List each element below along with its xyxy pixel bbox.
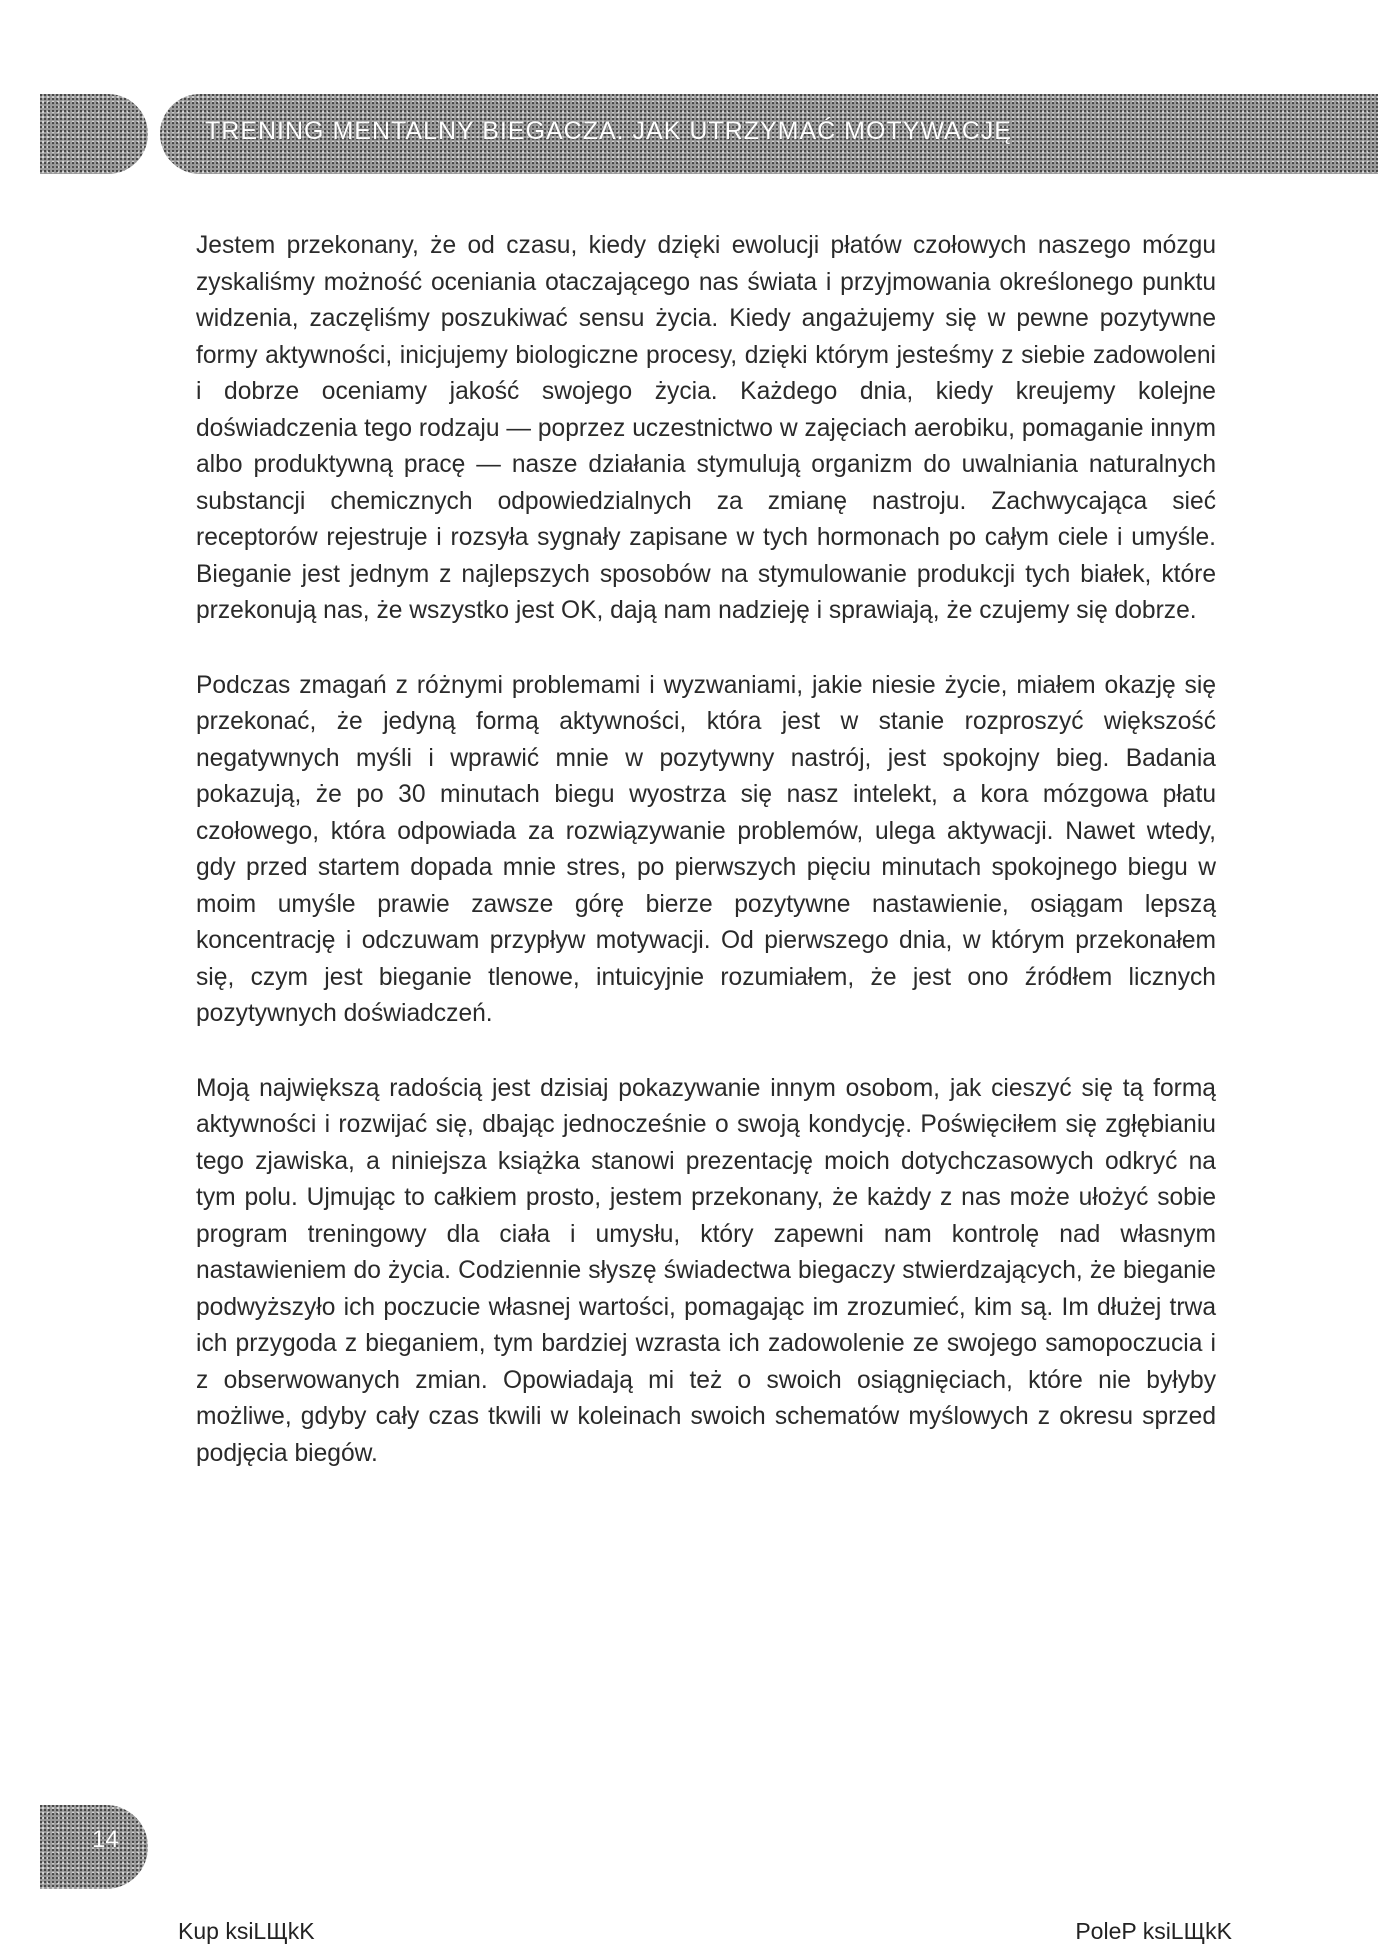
buy-book-link[interactable]: Kup ksiLЩkK [178,1918,315,1944]
page-body [196,228,1216,1510]
page-number: 14 [92,1826,119,1853]
paragraph-2: Podczas zmagań z różnymi problemami i wyzwaniami, jakie niesie życie, miałem okazję się przekonać, że jedyną formą aktywności, która jest w stanie rozproszyć większość negatywnych myśli i wprawić mnie w pozytywny nastrój, jest spokojny bieg. Badania pokazują, że po 30 minutach biegu wyostrza się nasz intelekt, a kora mózgowa płatu czołowego, która odpowiada za rozwiązywanie problemów, ulega aktywacji. Nawet wtedy, gdy przed startem dopada mnie stres, po pierwszych pięciu minutach spokojnego biegu w moim umyśle prawie zawsze górę bierze pozytywne nastawienie, osiągam lepszą koncentrację i odczuwam przypływ motywacji. Od pierwszego dnia, w którym przekonałem się, czym jest bieganie tlenowe, intuicyjnie rozumiałem, że jest ono źródłem licznych pozytywnych doświadczeń. [196,671,1216,1027]
paragraph-1: Jestem przekonany, że od czasu, kiedy dzięki ewolucji płatów czołowych naszego mózgu zyskaliśmy możność oceniania otaczającego nas świata i przyjmowania określonego punktu widzenia, zaczęliśmy poszukiwać sensu życia. Kiedy angażujemy się w pewne pozytywne formy aktywności, inicjujemy biologiczne procesy, dzięki którym jesteśmy z siebie zadowoleni i dobrze oceniamy jakość swojego życia. Każdego dnia, kiedy kreujemy kolejne doświadczenia tego rodzaju — poprzez uczestnictwo w zajęciach aerobiku, pomaganie innym albo produktywną pracę — nasze działania stymulują organizm do uwalniania naturalnych substancji chemicznych odpowiedzialnych za zmianę nastroju. Zachwycająca sieć receptorów rejestruje i rozsyła sygnały zapisane w tych hormonach po całym ciele i umyśle. Bieganie jest jednym z najlepszych sposobów na stymulowanie produkcji tych białek, które przekonują nas, że wszystko jest OK, dają nam nadzieję i sprawiają, że czujemy się dobrze. [196,232,1216,624]
recommend-book-link[interactable]: PoleP ksiLЩkK [1075,1918,1232,1944]
header-tab-decoration [40,94,148,174]
paragraph-3: Moją największą radością jest dzisiaj pokazywanie innym osobom, jak cieszyć się tą formą aktywności i rozwijać się, dbając jednocześnie o swoją kondycję. Poświęciłem się zgłębianiu tego zjawiska, a niniejsza książka stanowi prezentację moich dotychczasowych odkryć na tym polu. Ujmując to całkiem prosto, jestem przekonany, że każdy z nas może ułożyć sobie program treningowy dla ciała i umysłu, który zapewni nam kontrolę nad własnym nastawieniem do życia. Codziennie słyszę świadectwa biegaczy stwierdzających, że bieganie podwyższyło ich poczucie własnej wartości, pomagając im zrozumieć, kim są. Im dłużej trwa ich przygoda z bieganiem, tym bardziej wzrasta ich zadowolenie ze swojego samopoczucia i z obserwowanych zmian. Opowiadają mi też o swoich osiągnięciach, które nie byłyby możliwe, gdyby cały czas tkwili w koleinach swoich schematów myślowych z okresu sprzed podjęcia biegów. [196,1074,1216,1467]
chapter-title: TRENING MENTALNY BIEGACZA. JAK UTRZYMAĆ MOTYWACJĘ [205,117,1012,145]
